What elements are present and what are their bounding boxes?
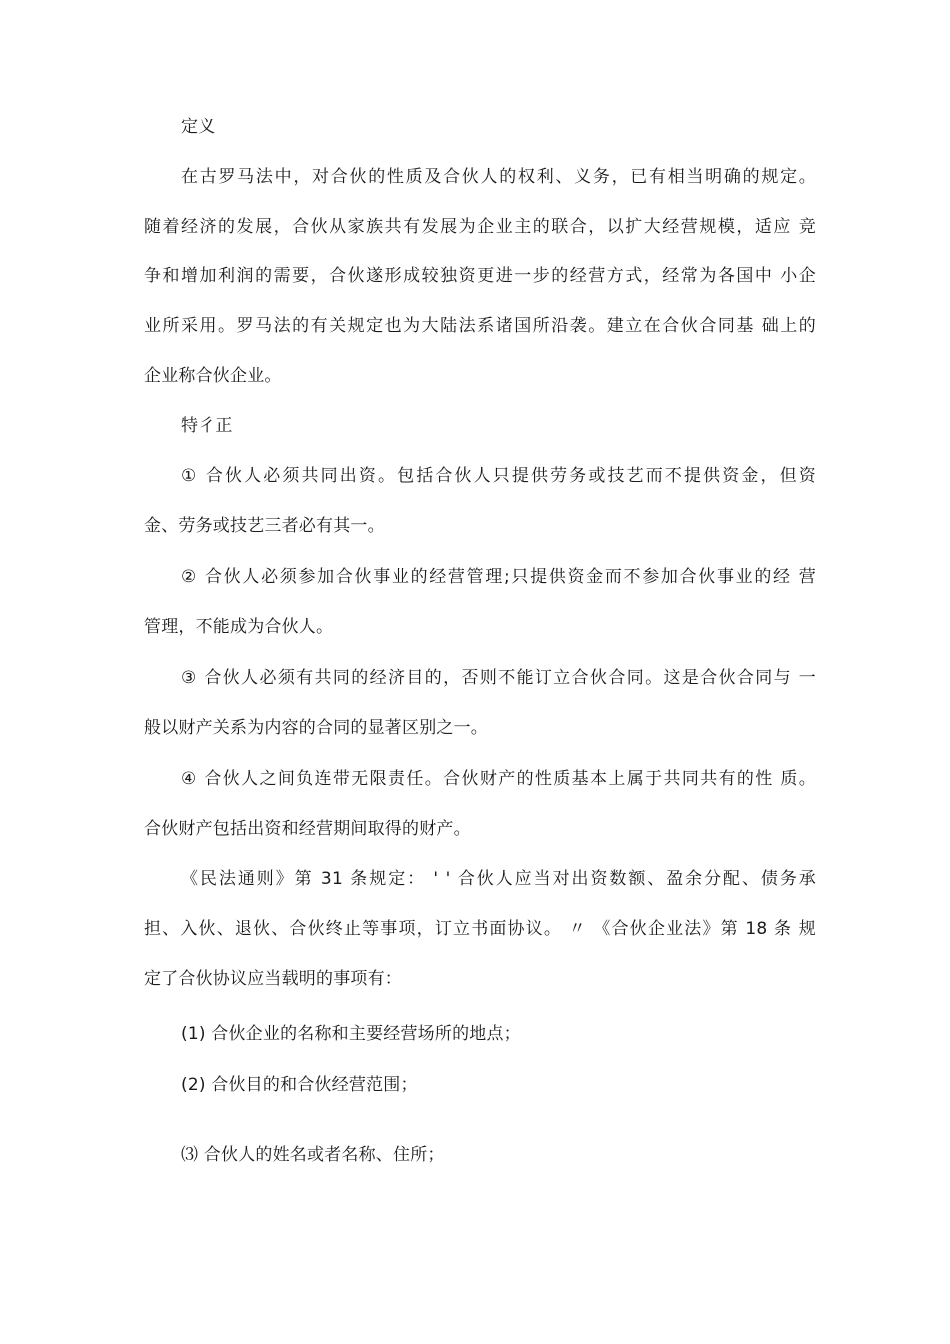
list-item-line: ③ 合伙人必须有共同的经济目的，否则不能订立合伙合同。这是合伙合同与 一 bbox=[181, 668, 816, 688]
heading-definition: 定义 bbox=[181, 117, 216, 137]
list-item-line: 管理，不能成为合伙人。 bbox=[144, 617, 334, 637]
paragraph-line: 争和增加利润的需要，合伙遂形成较独资更进一步的经营方式，经常为各国中 小企 bbox=[144, 266, 816, 286]
list-item-line: ② 合伙人必须参加合伙事业的经营管理;只提供资金而不参加合伙事业的经 营 bbox=[181, 567, 816, 587]
list-item-line: 合伙财产包括出资和经营期间取得的财产。 bbox=[144, 819, 471, 839]
paragraph-line: 企业称合伙企业。 bbox=[144, 366, 282, 386]
heading-features: 特彳正 bbox=[181, 416, 233, 436]
list-item-line: 金、劳务或技艺三者必有其一。 bbox=[144, 516, 385, 536]
numbered-item: ⑶ 合伙人的姓名或者名称、住所； bbox=[181, 1145, 445, 1165]
paragraph-line: 随着经济的发展，合伙从家族共有发展为企业主的联合，以扩大经营规模，适应 竞 bbox=[144, 217, 816, 237]
list-item-line: 般以财产关系为内容的合同的显著区别之一。 bbox=[144, 718, 488, 738]
paragraph-line: 定了合伙协议应当载明的事项有： bbox=[144, 969, 402, 989]
paragraph-line: 《民法通则》第 31 条规定： ' ' 合伙人应当对出资数额、盈余分配、债务承 bbox=[181, 869, 816, 889]
numbered-item: (2) 合伙目的和合伙经营范围； bbox=[181, 1075, 418, 1095]
numbered-item: (1) 合伙企业的名称和主要经营场所的地点； bbox=[181, 1024, 521, 1044]
paragraph-line: 业所采用。罗马法的有关规定也为大陆法系诸国所沿袭。建立在合伙合同基 础上的 bbox=[144, 316, 816, 336]
paragraph-line: 担、入伙、退伙、合伙终止等事项，订立书面协议。 〃 《合伙企业法》第 18 条 规 bbox=[144, 919, 816, 939]
list-item-line: ① 合伙人必须共同出资。包括合伙人只提供劳务或技艺而不提供资金，但资 bbox=[181, 466, 816, 486]
list-item-line: ④ 合伙人之间负连带无限责任。合伙财产的性质基本上属于共同共有的性 质。 bbox=[181, 769, 816, 789]
paragraph-line: 在古罗马法中，对合伙的性质及合伙人的权利、义务，已有相当明确的规定。 bbox=[181, 167, 816, 187]
